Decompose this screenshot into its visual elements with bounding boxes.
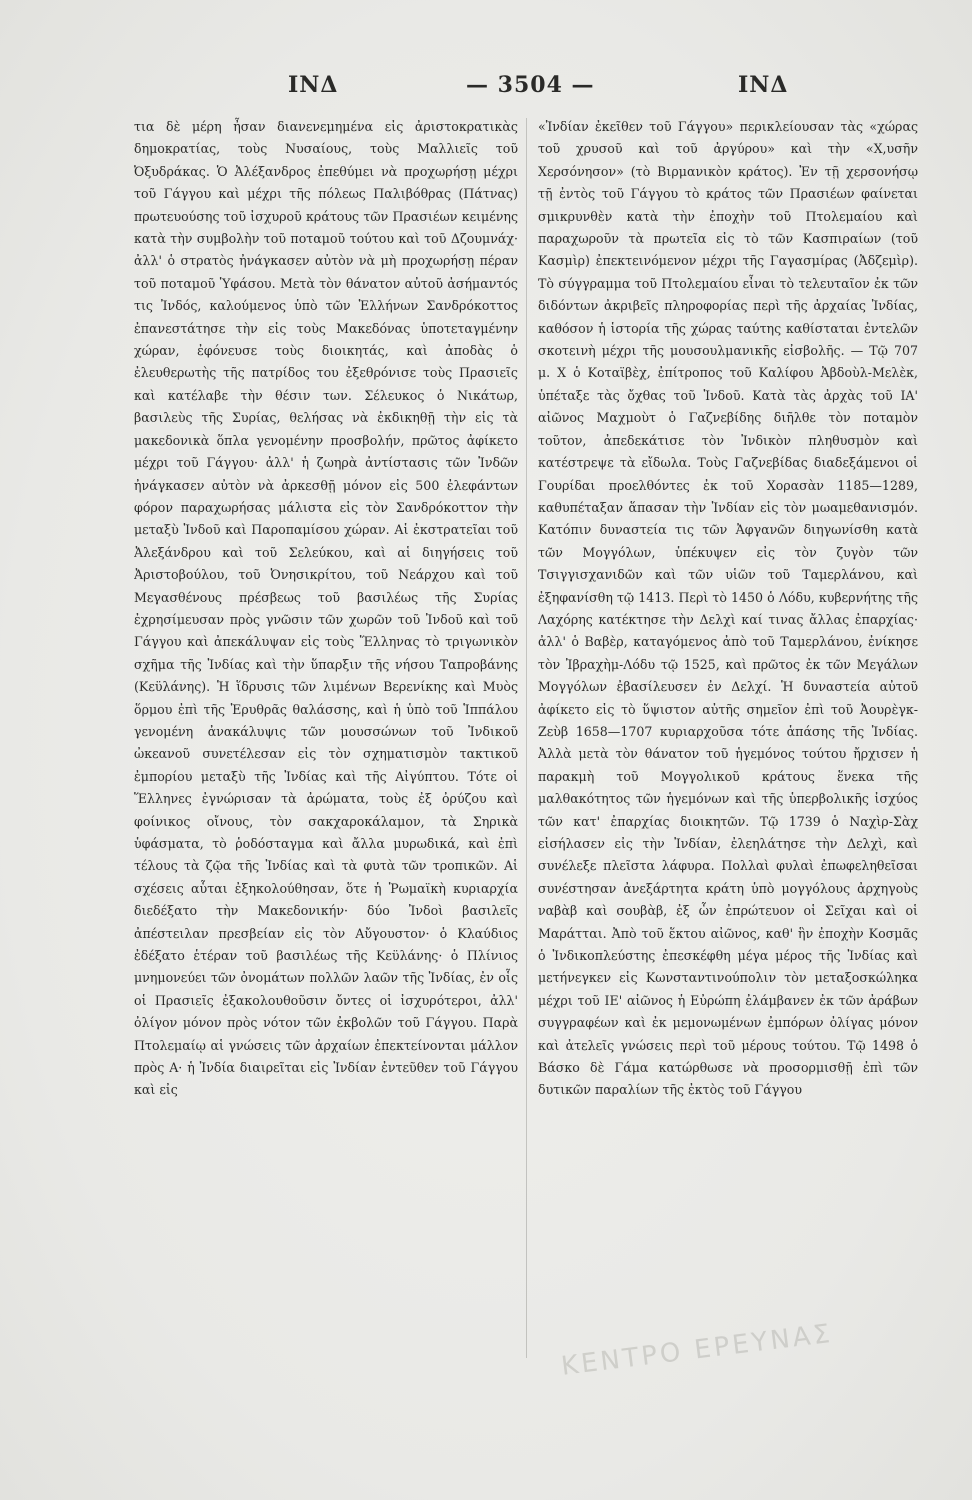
page-header <box>0 72 972 102</box>
right-column <box>538 116 918 1486</box>
library-watermark: KENTPO EPEYNAΣ <box>559 1318 835 1382</box>
header-left-term: ΙΝΔ <box>288 72 339 98</box>
left-column-text: τια δὲ μέρη ἦσαν διανενεμημένα εἰς ἀριστοκρατικὰς δημοκρατίας, τοὺς Νυσαίους, τοὺς Μαλλιεῖς τοῦ Ὀξυδράκας. Ὁ Ἀλέξανδρος ἐπεθύμει νὰ προχωρήσῃ μέχρι τοῦ Γάγγου καὶ μέχρι τῆς πόλεως Παλιβόθρας (Πάτνας) πρωτευούσης τοῦ ἰσχυροῦ κράτους τῶν Πρασιέων κειμένης κατὰ τὴν συμβολὴν τοῦ ποταμοῦ τούτου καὶ τοῦ Δζουμνάχ· ἀλλ' ὁ στρατὸς ἠνάγκασεν αὐτὸν νὰ μὴ προχωρήσῃ πέραν τοῦ ποταμοῦ Ὑφάσου. Μετὰ τὸν θάνατον αὐτοῦ ἀσήμαντός τις Ἰνδός, καλούμενος ὑπὸ τῶν Ἑλλήνων Σανδρόκοττος ἐπανεστάτησε τὴν εἰς τοὺς Μακεδόνας ὑποτεταγμένην χώραν, ἐφόνευσε τοὺς διοικητάς, καὶ ἀποδὰς ὁ ἐλευθερωτὴς τῆς πατρίδος του ἐξεθρόνισε τοὺς Πρασιεῖς καὶ κατέλαβε τὴν θέσιν των. Σέλευκος ὁ Νικάτωρ, βασιλεὺς τῆς Συρίας, θελήσας νὰ ἐκδικηθῇ τὴν εἰς τὰ μακεδονικὰ ὅπλα γενομένην προσβολήν, πρῶτος ἀφίκετο μέχρι τοῦ Γάγγου· ἀλλ' ἡ ζωηρὰ ἀντίστασις τῶν Ἰνδῶν ἠνάγκασεν αὐτὸν νὰ ἀρκεσθῇ μόνον εἰς 500 ἐλεφάντων φόρον παραχωρήσας μάλιστα εἰς τὸν Σανδρόκοττον τὴν μεταξὺ Ἰνδοῦ καὶ Παροπαμίσου χώραν. Αἱ ἐκστρατεῖαι τοῦ Ἀλεξάνδρου καὶ τοῦ Σελεύκου, καὶ αἱ διηγήσεις τοῦ Ἀριστοβούλου, τοῦ Ὀνησικρίτου, τοῦ Νεάρχου καὶ τοῦ Μεγασθένους πρέσβεως τοῦ βασιλέως τῆς Συρίας ἐχρησίμευσαν πρὸς γνῶσιν τῶν χωρῶν τοῦ Ἰνδοῦ καὶ τοῦ Γάγγου καὶ ἀπεκάλυψαν εἰς τοὺς Ἕλληνας τὸ τριγωνικὸν σχῆμα τῆς Ἰνδίας καὶ τὴν ὕπαρξιν τῆς νήσου Ταπροβάνης (Κεϋλάνης). Ἡ ἵδρυσις τῶν λιμένων Βερενίκης καὶ Μυὸς ὅρμου ἐπὶ τῆς Ἐρυθρᾶς θαλάσσης, καὶ ἡ ὑπὸ τοῦ Ἱππάλου γενομένη ἀνακάλυψις τῶν μουσσώνων τοῦ Ἰνδικοῦ ὠκεανοῦ συνετέλεσαν εἰς τὸν σχηματισμὸν τακτικοῦ ἐμπορίου μεταξὺ τῆς Ἰνδίας καὶ τῆς Αἰγύπτου. Τότε οἱ Ἕλληνες ἐγνώρισαν τὰ ἀρώματα, τοὺς ἐξ ὀρύζου καὶ φοίνικος οἴνους, τὸν σακχαροκάλαμον, τὰ Σηρικὰ ὑφάσματα, τὸ ῥοδόσταγμα καὶ ἄλλα μυρωδικά, καὶ ἐπὶ τέλους τὰ ζῷα τῆς Ἰνδίας καὶ τὰ φυτὰ τῶν τροπικῶν. Αἱ σχέσεις αὗται ἐξηκολούθησαν, ὅτε ἡ Ῥωμαϊκὴ κυριαρχία διεδέξατο τὴν Μακεδονικήν· δύο Ἰνδοὶ βασιλεῖς ἀπέστειλαν πρεσβείαν εἰς τὸν Αὔγουστον· ὁ Κλαύδιος ἐδέξατο ἑτέραν τοῦ βασιλέως τῆς Κεϋλάνης· ὁ Πλίνιος μνημονεύει τῶν ὀνομάτων πολλῶν λαῶν τῆς Ἰνδίας, ἐν οἷς οἱ Πρασιεῖς ἐξακολουθοῦσιν ὄντες οἱ ἰσχυρότεροι, ἀλλ' ὀλίγον μόνον πρὸς νότον τῶν ἐκβολῶν τοῦ Γάγγου. Παρὰ Πτολεμαίῳ αἱ γνώσεις τῶν ἀρχαίων ἐπεκτείνονται μάλλον πρὸς Α· ἡ Ἰνδία διαιρεῖται εἰς Ἰνδίαν ἐντεῦθεν τοῦ Γάγγου καὶ εἰς <box>134 119 518 1098</box>
left-column <box>134 116 518 1486</box>
header-right-term: ΙΝΔ <box>738 72 789 98</box>
right-column-text: «Ἰνδίαν ἐκεῖθεν τοῦ Γάγγου» περικλείουσαν τὰς «χώρας τοῦ χρυσοῦ καὶ τοῦ ἀργύρου» καὶ τὴν «Χ,υσῆν Χερσόνησον» (τὸ Βιρμανικὸν κράτος). Ἐν τῇ χερσονήσῳ τῇ ἐντὸς τοῦ Γάγγου τὸ κράτος τῶν Πρασιέων φαίνεται σμικρυνθὲν κατὰ τὴν ἐποχὴν τοῦ Πτολεμαίου καὶ παραχωροῦν τὰ πρωτεῖα εἰς τὸ τῶν Κασπιραίων (τοῦ Κασμὶρ) ἐπεκτεινόμενον μέχρι τῆς Γαγασμίρας (Ἀδζεμὶρ). Τὸ σύγγραμμα τοῦ Πτολεμαίου εἶναι τὸ τελευταῖον ἐκ τῶν διδόντων ἀκριβεῖς πληροφορίας περὶ τῆς ἀρχαίας Ἰνδίας, καθόσον ἡ ἱστορία τῆς χώρας ταύτης καθίσταται ἐντελῶν σκοτεινὴ μέχρι τῆς μουσουλμανικῆς εἰσβολῆς. — Τῷ 707 μ. Χ ὁ Κοταϊβὲχ, ἐπίτροπος τοῦ Καλίφου Ἀβδοὺλ-Μελὲκ, ὑπέταξε τὰς ὄχθας τοῦ Ἰνδοῦ. Κατὰ τὰς ἀρχὰς τοῦ ΙΑ' αἰῶνος Μαχμοὺτ ὁ Γαζνεβίδης διῆλθε τὸν ποταμὸν τοῦτον, ἀπεδεκάτισε τὸν Ἰνδικὸν πληθυσμὸν καὶ κατέστρεψε τὰ εἴδωλα. Τοὺς Γαζνεβίδας διαδεξάμενοι οἱ Γουρίδαι προελθόντες ἐκ τοῦ Χορασὰν 1185—1289, καθυπέταξαν ἅπασαν τὴν Ἰνδίαν εἰς τὸν μωαμεθανισμόν. Κατόπιν δυναστεία τις τῶν Ἀφγανῶν διηγωνίσθη κατὰ τῶν Μογγόλων, ὑπέκυψεν εἰς τὸν ζυγὸν τῶν Τσιγγισχανιδῶν καὶ τῶν υἱῶν τοῦ Ταμερλάνου, καὶ ἐξηφανίσθη τῷ 1413. Περὶ τὸ 1450 ὁ Λόδυ, κυβερνήτης τῆς Λαχόρης κατέκτησε τὴν Δελχὶ καί τινας ἄλλας ἐπαρχίας· ἀλλ' ὁ Βαβὲρ, καταγόμενος ἀπὸ τοῦ Ταμερλάνου, ἐνίκησε τὸν Ἰβραχὴμ-Λόδυ τῷ 1525, καὶ πρῶτος ἐκ τῶν Μεγάλων Μογγόλων ἐβασίλευσεν ἐν Δελχί. Ἡ δυναστεία αὐτοῦ ἀφίκετο εἰς τὸ ὕψιστον αὐτῆς σημεῖον ἐπὶ τοῦ Ἀουρὲγκ-Ζεὺβ 1658—1707 κυριαρχοῦσα τότε ἁπάσης τῆς Ἰνδίας. Ἀλλὰ μετὰ τὸν θάνατον τοῦ ἡγεμόνος τούτου ἤρχισεν ἡ παρακμὴ τοῦ Μογγολικοῦ κράτους ἕνεκα τῆς μαλθακότητος τῶν ἡγεμόνων καὶ τῆς ὑπερβολικῆς ἰσχύος τῶν κατ' ἐπαρχίας διοικητῶν. Τῷ 1739 ὁ Ναχὶρ-Σὰχ εἰσήλασεν εἰς τὴν Ἰνδίαν, ἐλεηλάτησε τὴν Δελχὶ, καὶ συνέλεξε πλεῖστα λάφυρα. Πολλαὶ φυλαὶ ἐπωφεληθεῖσαι συνέστησαν ἀνεξάρτητα κράτη ὑπὸ μογγόλους ἀρχηγοὺς ναβὰβ καὶ σουβὰβ, ἐξ ὧν ἐπρώτευον οἱ Σεῖχαι καὶ οἱ Μαράτται. Ἀπὸ τοῦ ἕκτου αἰῶνος, καθ' ἣν ἐποχὴν Κοσμᾶς ὁ Ἰνδικοπλεύστης ἐπεσκέφθη μέγα μέρος τῆς Ἰνδίας καὶ μετήνεγκεν εἰς Κωνσταντινούπολιν τὸν μεταξοσκώληκα μέχρι τοῦ ΙΕ' αἰῶνος ἡ Εὐρώπη ἐλάμβανεν ἐκ τῶν ἀράβων συγγραφέων καὶ ἐκ μεμονωμένων ἐμπόρων ὀλίγας μόνον καὶ ἀτελεῖς γνώσεις περὶ τοῦ μέρους τούτου. Τῷ 1498 ὁ Βάσκο δὲ Γάμα κατώρθωσε νὰ προσορμισθῇ ἐπὶ τῶν δυτικῶν παραλίων τῆς ἐκτὸς τοῦ Γάγγου <box>538 119 918 1098</box>
column-divider <box>526 118 527 1358</box>
page-number: — 3504 — <box>466 72 595 98</box>
